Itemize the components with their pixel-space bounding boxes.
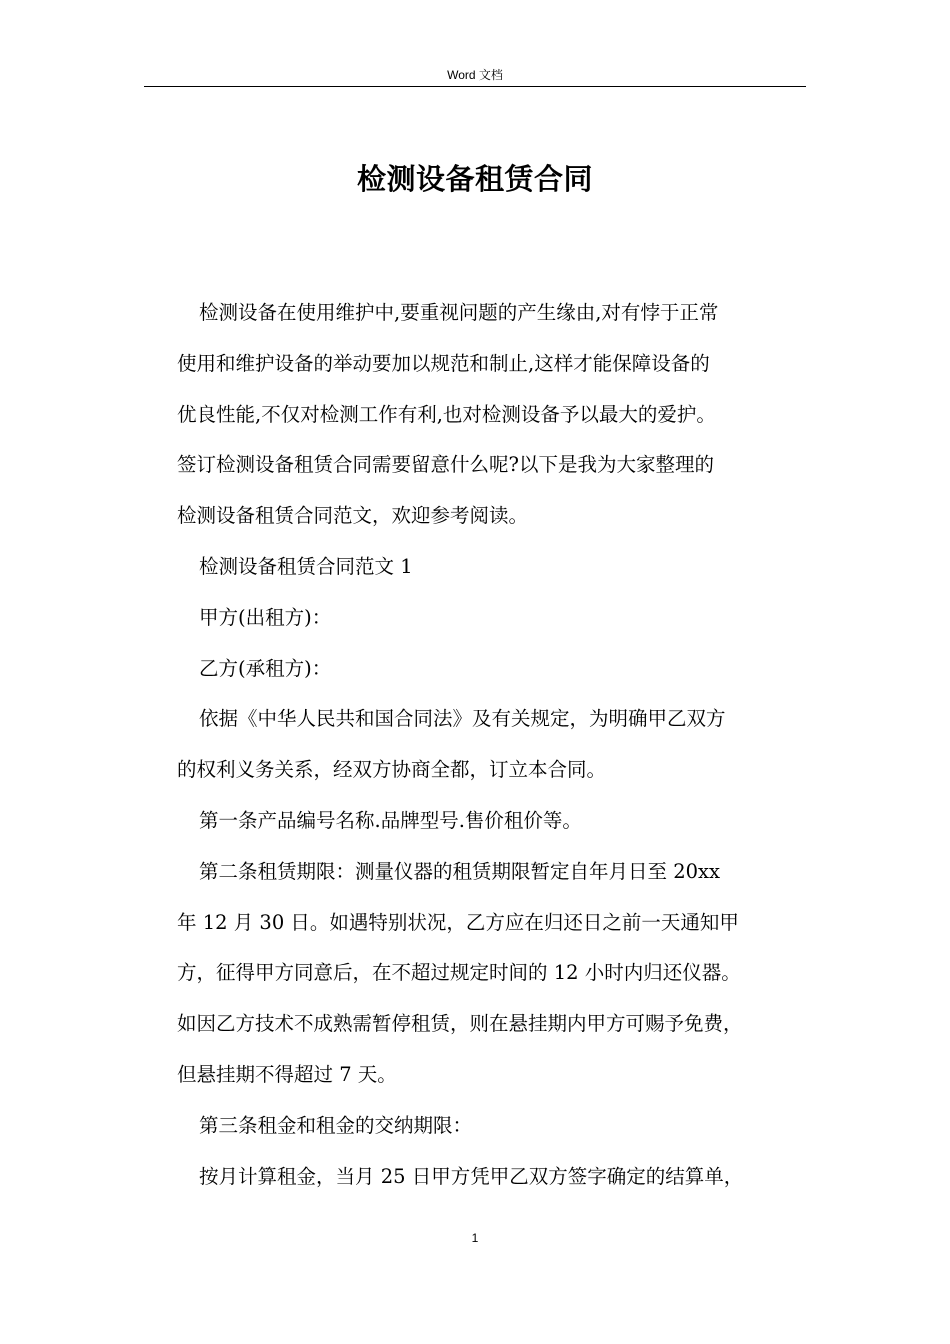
document-title: 检测设备租赁合同 [356,162,593,196]
document-body [177,288,807,1202]
body-line: 方，征得甲方同意后，在不超过规定时间的 12 小时内归还仪器。 [177,961,741,985]
body-line: 年 12 月 30 日。如遇特别状况，乙方应在归还日之前一天通知甲 [177,910,739,934]
body-line: 优良性能,不仅对检测工作有利,也对检测设备予以最大的爱护。 [177,402,716,426]
body-line: 检测设备租赁合同范文，欢迎参考阅读。 [177,504,529,528]
body-line: 第一条产品编号名称.品牌型号.售价租价等。 [199,808,582,832]
body-line: 第三条租金和租金的交纳期限： [199,1113,473,1137]
body-line: 依据《中华人民共和国合同法》及有关规定，为明确甲乙双方 [199,707,726,731]
body-line: 使用和维护设备的举动要加以规范和制止,这样才能保障设备的 [177,351,710,375]
page-number: 1 [471,1231,479,1245]
body-line: 但悬挂期不得超过 7 天。 [177,1062,397,1086]
body-line: 检测设备租赁合同范文 1 [199,554,413,578]
body-line: 甲方(出租方)： [199,605,332,629]
body-line: 如因乙方技术不成熟需暂停租赁，则在悬挂期内甲方可赐予免费， [177,1012,743,1036]
body-line: 第二条租赁期限：测量仪器的租赁期限暂定自年月日至 20xx [199,859,721,883]
body-line: 按月计算租金，当月 25 日甲方凭甲乙双方签字确定的结算单， [199,1164,744,1188]
body-line: 的权利义务关系，经双方协商全都，订立本合同。 [177,758,607,782]
body-line: 检测设备在使用维护中,要重视问题的产生缘由,对有悖于正常 [199,301,719,324]
body-line: 签订检测设备租赁合同需要留意什么呢?以下是我为大家整理的 [177,453,714,477]
header-label: Word 文档 [447,68,503,82]
header-divider [144,86,806,87]
body-line: 乙方(承租方)： [199,656,332,680]
